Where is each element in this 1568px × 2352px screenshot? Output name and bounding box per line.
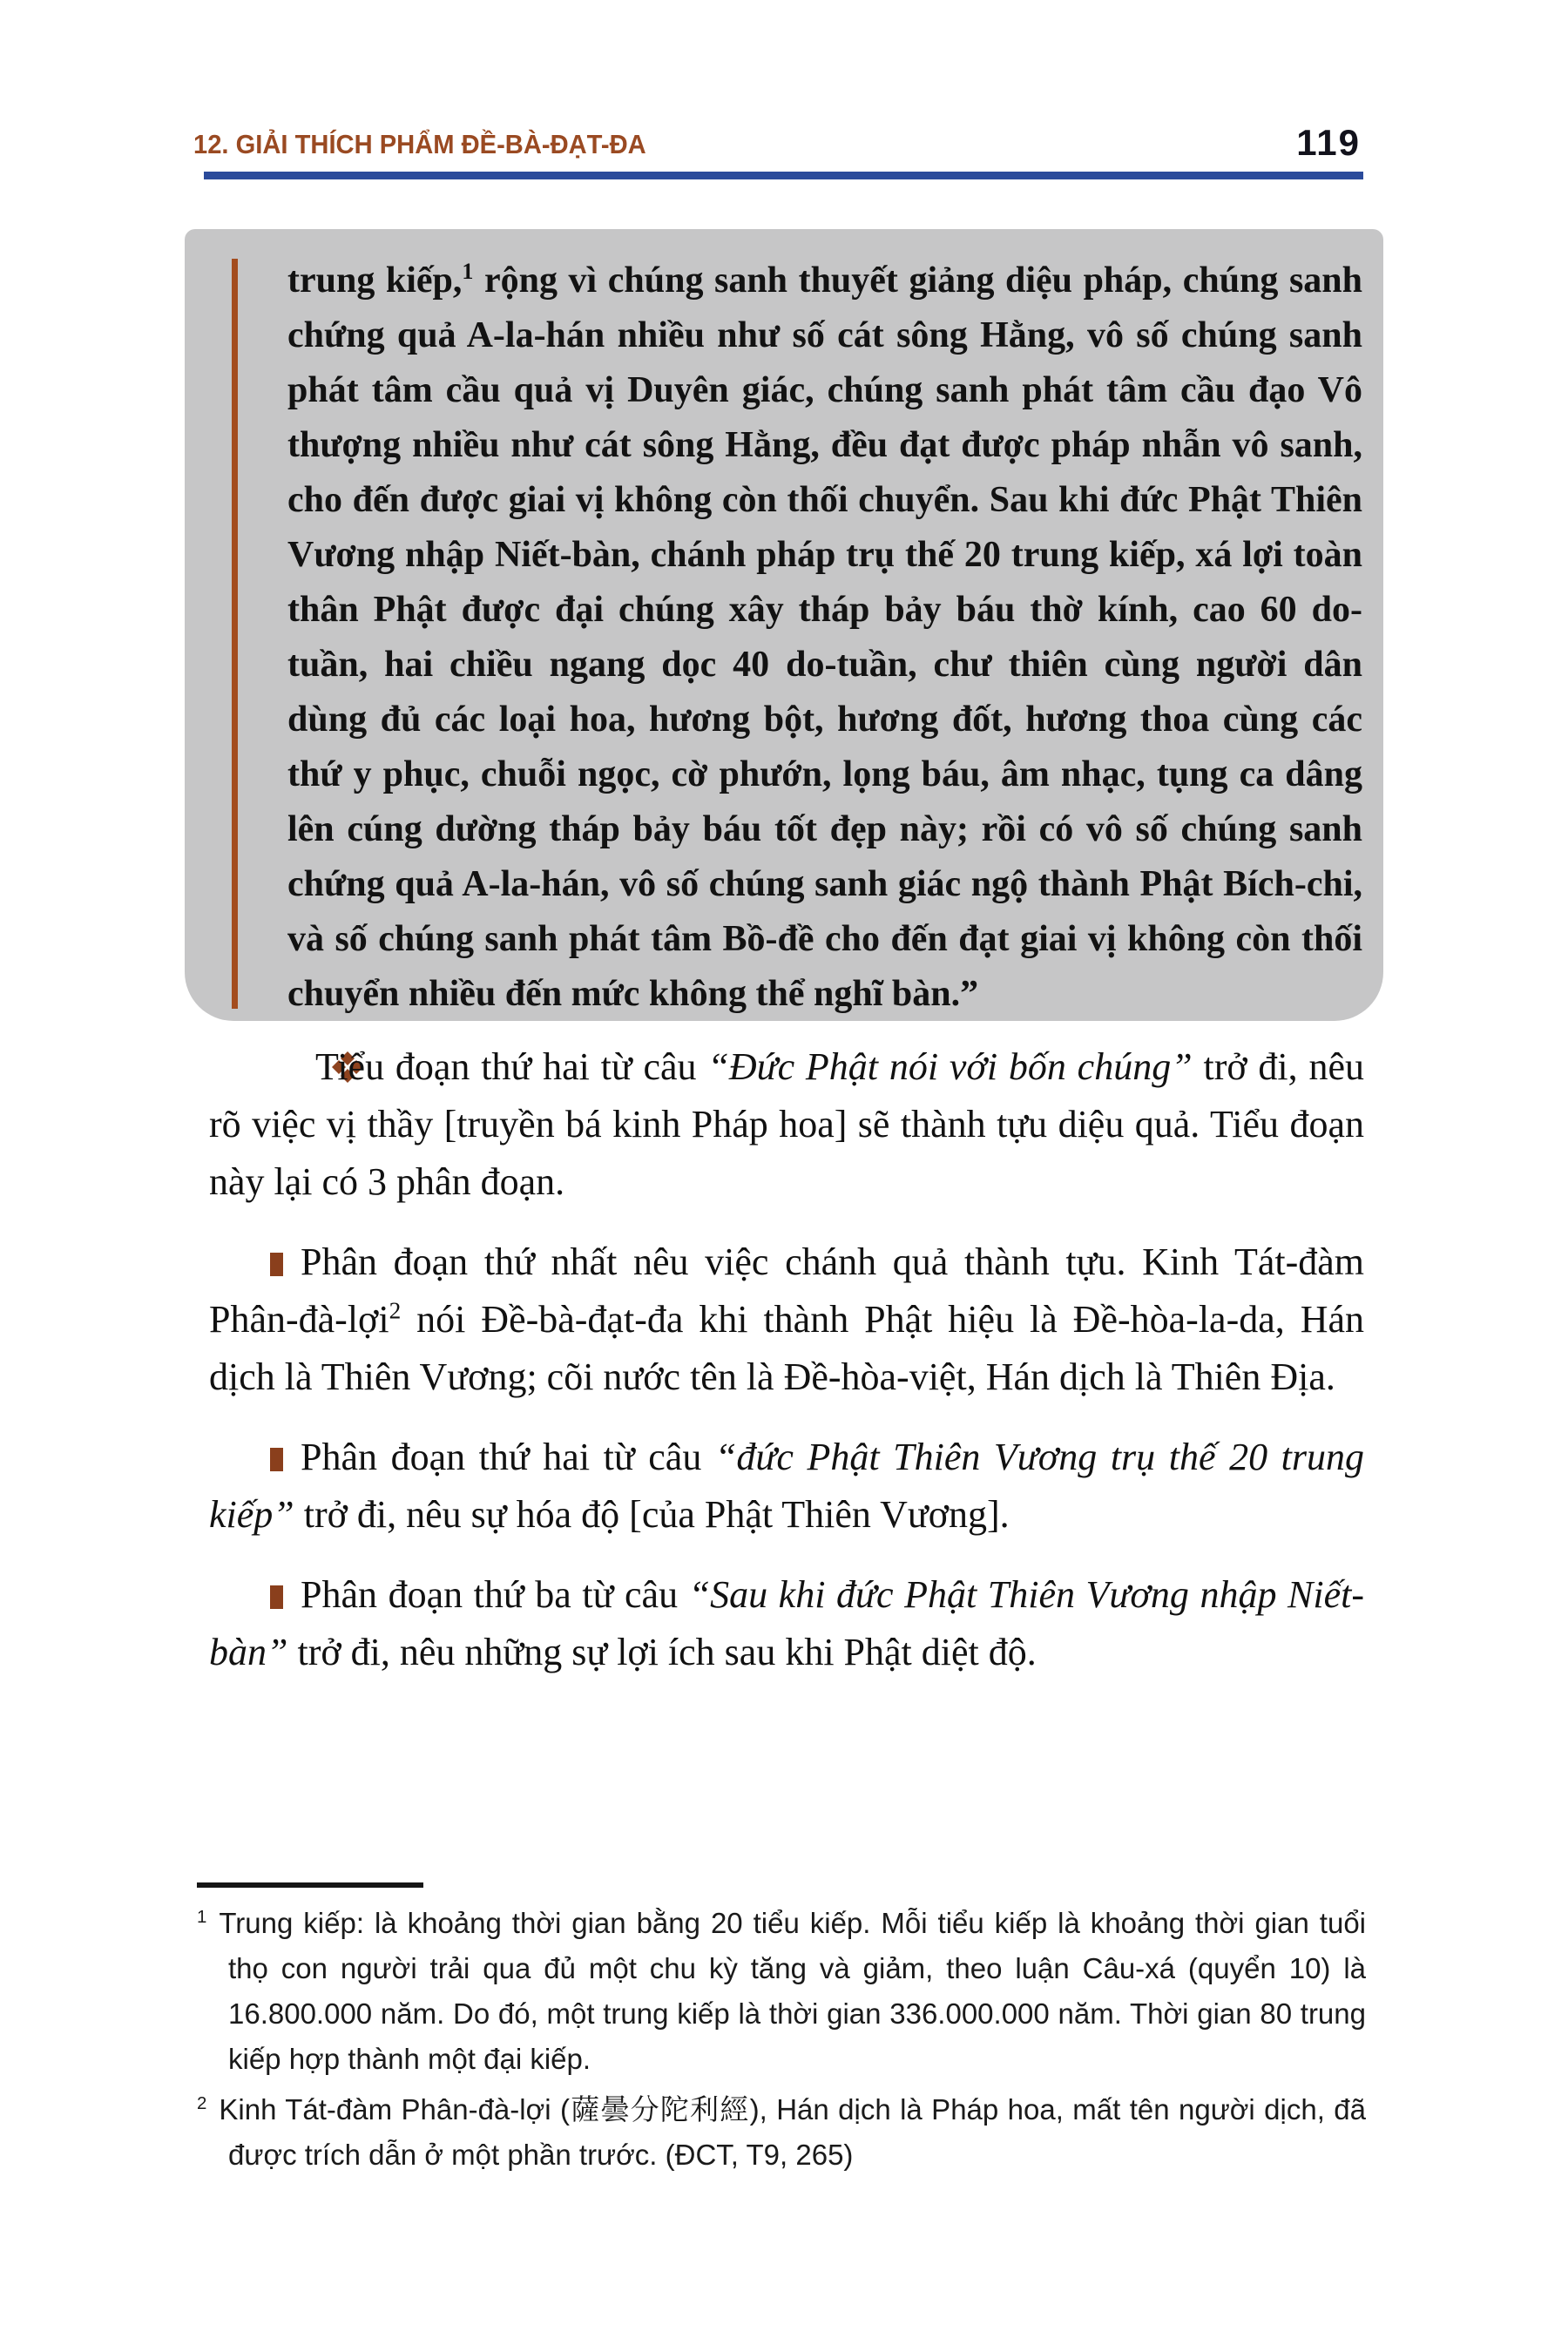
scripture-quote-block [185, 229, 1383, 1021]
quote-left-bar [232, 259, 238, 1009]
paragraph-segment-italic: “Sau khi đức Phật Thiên Vương nhập Niết-bàn” [209, 1573, 1364, 1673]
paragraph-subdivision-3 [209, 1566, 1364, 1681]
paragraph-segment: nói Đề-bà-đạt-đa khi thành Phật hiệu là Đề-hòa-la-da, Hán dịch là Thiên Vương; cõi nước tên là Đề-hòa-việt, Hán dịch là Thiên Địa. [209, 1298, 1364, 1398]
paragraph-subdivision-2 [209, 1429, 1364, 1544]
running-head-chapter-title: 12. GIẢI THÍCH PHẨM ĐỀ-BÀ-ĐẠT-ĐA [193, 129, 646, 159]
footnote-2-marker: 2 [197, 2093, 207, 2113]
paragraph-subdivision-1 [209, 1233, 1364, 1406]
footnotes [197, 1901, 1366, 2183]
quote-segment: trung kiếp, [287, 260, 463, 301]
paragraph-segment-italic: “đức Phật Thiên Vương trụ thế 20 trung kiếp” [209, 1436, 1364, 1536]
paragraph-segment: Tiểu đoạn thứ hai từ câu [315, 1045, 708, 1088]
footnote-2-text: Kinh Tát-đàm Phân-đà-lợi (薩曇分陀利經), Hán dịch là Pháp hoa, mất tên người dịch, đã được trích dẫn ở một phần trước. (ĐCT, T9, 265) [219, 2093, 1366, 2171]
diamond-bullet-icon [270, 1043, 303, 1076]
quote-text [287, 253, 1362, 1022]
square-bullet-icon [270, 1448, 283, 1471]
header-rule [204, 172, 1363, 179]
square-bullet-icon [270, 1253, 283, 1276]
footnote-ref-1: 1 [462, 259, 474, 284]
paragraph-segment-italic: “Đức Phật nói với bốn chúng” [707, 1045, 1193, 1088]
square-bullet-icon [270, 1585, 283, 1609]
footnote-2 [197, 2087, 1366, 2178]
paragraph-subsection-intro [209, 1038, 1364, 1211]
paragraph-segment: trở đi, nêu sự hóa độ [của Phật Thiên Vương]. [294, 1493, 1010, 1536]
paragraph-segment: Phân đoạn thứ nhất nêu việc chánh quả thành tựu. Kinh Tát-đàm Phân-đà-lợi [209, 1240, 1364, 1341]
body-text [209, 1038, 1364, 1704]
paragraph-segment: Phân đoạn thứ hai từ câu [301, 1436, 715, 1478]
footnote-1-marker: 1 [197, 1907, 207, 1927]
footnote-separator-rule [197, 1882, 423, 1888]
paragraph-segment: trở đi, nêu rõ việc vị thầy [truyền bá kinh Pháp hoa] sẽ thành tựu diệu quả. Tiểu đoạn này lại có 3 phân đoạn. [209, 1045, 1364, 1203]
page-number: 119 [1296, 122, 1361, 163]
footnote-1-text: Trung kiếp: là khoảng thời gian bằng 20 tiểu kiếp. Mỗi tiểu kiếp là khoảng thời gian tuổi thọ con người trải qua đủ một chu kỳ tăng và giảm, theo luận Câu-xá (quyển 10) là 16.800.000 năm. Do đó, một trung kiếp là thời gian 336.000.000 năm. Thời gian 80 trung kiếp hợp thành một đại kiếp. [219, 1907, 1366, 2075]
paragraph-segment: Phân đoạn thứ ba từ câu [301, 1573, 689, 1616]
footnote-1 [197, 1901, 1366, 2082]
quote-segment: rộng vì chúng sanh thuyết giảng diệu pháp, chúng sanh chứng quả A-la-hán nhiều như số cát sông Hằng, vô số chúng sanh phát tâm cầu quả vị Duyên giác, chúng sanh phát tâm cầu đạo Vô thượng nhiều như cát sông Hằng, đều đạt được pháp nhẫn vô sanh, cho đến được giai vị không còn thối chuyển. Sau khi đức Phật Thiên Vương nhập Niết-bàn, chánh pháp trụ thế 20 trung kiếp, xá lợi toàn thân Phật được đại chúng xây tháp bảy báu thờ kính, cao 60 do-tuần, hai chiều ngang dọc 40 do-tuần, chư thiên cùng người dân dùng đủ các loại hoa, hương bột, hương đốt, hương thoa cùng các thứ y phục, chuỗi ngọc, cờ phướn, lọng báu, âm nhạc, tụng ca dâng lên cúng dường tháp bảy báu tốt đẹp này; rồi có vô số chúng sanh chứng quả A-la-hán, vô số chúng sanh giác ngộ thành Phật Bích-chi, và số chúng sanh phát tâm Bồ-đề cho đến đạt giai vị không còn thối chuyển nhiều đến mức không thể nghĩ bàn.” [287, 260, 1363, 1014]
paragraph-segment: trở đi, nêu những sự lợi ích sau khi Phật diệt độ. [287, 1631, 1037, 1673]
footnote-ref-2: 2 [389, 1297, 402, 1324]
